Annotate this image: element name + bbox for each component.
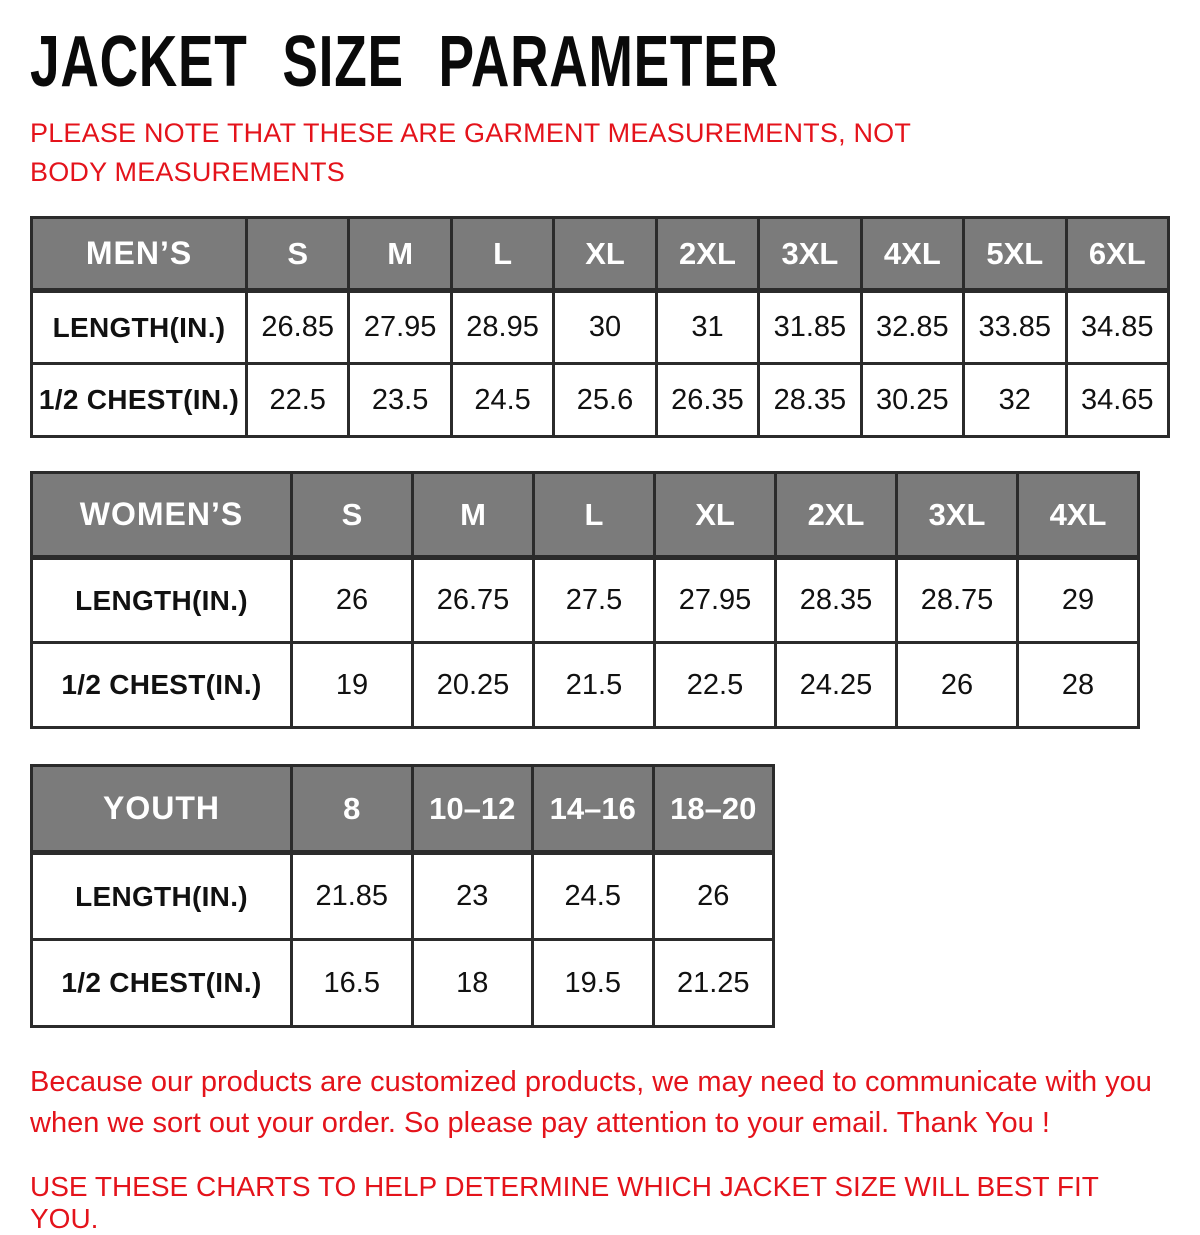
table-cell: 25.6 <box>554 364 656 437</box>
size-header: 2XL <box>656 218 758 291</box>
garment-measurement-note: PLEASE NOTE THAT THESE ARE GARMENT MEASUREMENTS, NOT BODY MEASUREMENTS <box>30 118 911 188</box>
size-header: 4XL <box>861 218 963 291</box>
size-header: 3XL <box>897 473 1018 558</box>
size-header: 8 <box>292 766 413 853</box>
page-title: JACKET SIZE PARAMETER <box>30 22 779 102</box>
table-cell: 19 <box>292 643 413 728</box>
youth-group-label: YOUTH <box>32 766 292 853</box>
table-cell: 22.5 <box>247 364 349 437</box>
size-header: S <box>247 218 349 291</box>
customization-notice: Because our products are customized products, we may need to communicate with you when we sort out your order. So please pay attention to your email. Thank You ! <box>30 1066 1152 1140</box>
size-header: 10–12 <box>412 766 533 853</box>
row-label: 1/2 CHEST(IN.) <box>32 364 247 437</box>
table-cell: 19.5 <box>533 940 654 1027</box>
table-cell: 26.35 <box>656 364 758 437</box>
table-cell: 29 <box>1018 558 1139 643</box>
table-cell: 20.25 <box>413 643 534 728</box>
size-header: S <box>292 473 413 558</box>
table-cell: 28.35 <box>776 558 897 643</box>
size-header: 18–20 <box>653 766 774 853</box>
table-cell: 33.85 <box>964 291 1066 364</box>
table-cell: 30.25 <box>861 364 963 437</box>
mens-header-row <box>32 218 1169 291</box>
youth-chest-row <box>32 940 774 1027</box>
womens-group-label: WOMEN’S <box>32 473 292 558</box>
table-cell: 24.5 <box>451 364 553 437</box>
table-cell: 23 <box>412 853 533 940</box>
table-cell: 28.95 <box>451 291 553 364</box>
size-header: XL <box>554 218 656 291</box>
mens-size-table <box>30 216 1170 438</box>
table-cell: 24.5 <box>533 853 654 940</box>
size-header: 2XL <box>776 473 897 558</box>
table-cell: 28.35 <box>759 364 861 437</box>
mens-group-label: MEN’S <box>32 218 247 291</box>
table-cell: 28 <box>1018 643 1139 728</box>
size-header: 3XL <box>759 218 861 291</box>
table-cell: 27.5 <box>534 558 655 643</box>
size-header: 5XL <box>964 218 1066 291</box>
womens-header-row <box>32 473 1139 558</box>
womens-size-table <box>30 471 1140 729</box>
size-header: XL <box>655 473 776 558</box>
table-cell: 32 <box>964 364 1066 437</box>
size-header: M <box>413 473 534 558</box>
table-cell: 26.75 <box>413 558 534 643</box>
table-cell: 30 <box>554 291 656 364</box>
table-cell: 26 <box>292 558 413 643</box>
row-label: LENGTH(IN.) <box>32 558 292 643</box>
size-header: L <box>451 218 553 291</box>
size-header: M <box>349 218 451 291</box>
table-cell: 34.65 <box>1066 364 1169 437</box>
table-cell: 28.75 <box>897 558 1018 643</box>
table-cell: 26 <box>653 853 774 940</box>
table-cell: 27.95 <box>349 291 451 364</box>
youth-length-row <box>32 853 774 940</box>
table-cell: 24.25 <box>776 643 897 728</box>
womens-chest-row <box>32 643 1139 728</box>
table-cell: 27.95 <box>655 558 776 643</box>
table-cell: 21.5 <box>534 643 655 728</box>
row-label: LENGTH(IN.) <box>32 853 292 940</box>
table-cell: 26.85 <box>247 291 349 364</box>
table-cell: 34.85 <box>1066 291 1169 364</box>
mens-chest-row <box>32 364 1169 437</box>
size-header: L <box>534 473 655 558</box>
table-cell: 18 <box>412 940 533 1027</box>
row-label: LENGTH(IN.) <box>32 291 247 364</box>
table-cell: 26 <box>897 643 1018 728</box>
size-header: 6XL <box>1066 218 1169 291</box>
table-cell: 22.5 <box>655 643 776 728</box>
table-cell: 16.5 <box>292 940 413 1027</box>
womens-length-row <box>32 558 1139 643</box>
size-header: 4XL <box>1018 473 1139 558</box>
table-cell: 23.5 <box>349 364 451 437</box>
table-cell: 31.85 <box>759 291 861 364</box>
row-label: 1/2 CHEST(IN.) <box>32 643 292 728</box>
table-cell: 21.85 <box>292 853 413 940</box>
row-label: 1/2 CHEST(IN.) <box>32 940 292 1027</box>
youth-size-table <box>30 764 775 1028</box>
mens-length-row <box>32 291 1169 364</box>
table-cell: 21.25 <box>653 940 774 1027</box>
youth-header-row <box>32 766 774 853</box>
chart-usage-note: USE THESE CHARTS TO HELP DETERMINE WHICH JACKET SIZE WILL BEST FIT YOU. <box>30 1170 1099 1234</box>
table-cell: 31 <box>656 291 758 364</box>
size-header: 14–16 <box>533 766 654 853</box>
table-cell: 32.85 <box>861 291 963 364</box>
